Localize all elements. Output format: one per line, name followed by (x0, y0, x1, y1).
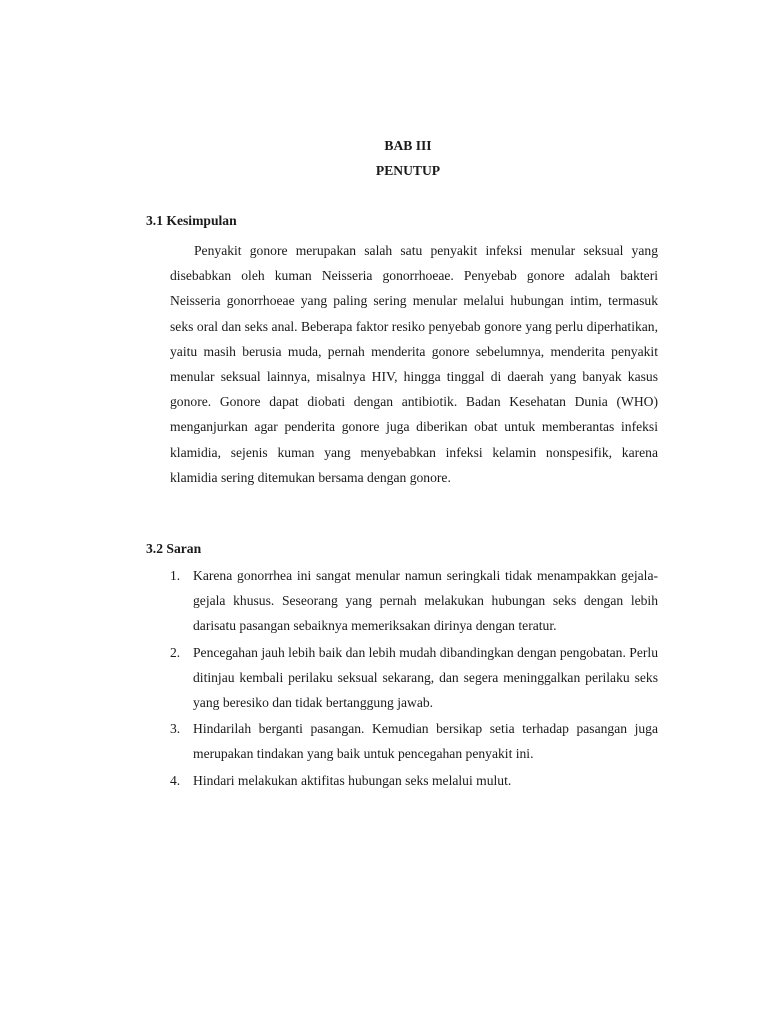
list-item-text: Hindarilah berganti pasangan. Kemudian bersikap setia terhadap pasangan juga merupakan tindakan yang baik untuk pencegahan penyakit ini. (193, 721, 658, 762)
section-heading-saran: 3.2 Saran (146, 541, 202, 556)
saran-list-item (170, 640, 658, 716)
list-item-text: Pencegahan jauh lebih baik dan lebih mudah dibandingkan dengan pengobatan. Perlu ditinjau kembali perilaku seksual sekarang, dan segera meninggalkan perilaku seks yang beresiko dan tidak bertanggung jawab. (193, 644, 658, 711)
list-item-text: Hindari melakukan aktifitas hubungan seks melalui mulut. (193, 772, 512, 788)
chapter-number: BAB III (384, 138, 432, 153)
section-heading-kesimpulan: 3.1 Kesimpulan (146, 213, 237, 228)
saran-list-item (170, 716, 658, 766)
saran-list (170, 563, 658, 794)
list-item-number: 3. (170, 721, 181, 737)
saran-list-item (170, 563, 658, 639)
list-item-number: 2. (170, 644, 181, 660)
chapter-title: PENUTUP (375, 163, 441, 178)
list-item-number: 4. (170, 772, 181, 788)
saran-list-item (170, 768, 658, 793)
kesimpulan-paragraph: Penyakit gonore merupakan salah satu penyakit infeksi menular seksual yang disebabkan oleh kuman Neisseria gonorrhoeae. Penyebab gonore adalah bakteri Neisseria gonorrhoeae yang paling sering menular melalui hubungan intim, termasuk seks oral dan seks anal. Beberapa faktor resiko penyebab gonore yang perlu diperhatikan, yaitu masih berusia muda, pernah menderita gonore sebelumnya, menderita penyakit menular seksual lainnya, misalnya HIV, hingga tinggal di daerah yang banyak kasus gonore. Gonore dapat diobati dengan antibiotik. Badan Kesehatan Dunia (WHO) menganjurkan agar penderita gonore juga diberikan obat untuk memberantas infeksi klamidia, sejenis kuman yang menyebabkan infeksi kelamin nonspesifik, karena klamidia sering ditemukan bersama dengan gonore. (170, 243, 658, 485)
list-item-number: 1. (170, 568, 181, 583)
list-item-text: Karena gonorrhea ini sangat menular namun seringkali tidak menampakkan gejala-gejala khusus. Seseorang yang pernah melakukan hubungan seks dengan lebih darisatu pasangan sebaiknya memeriksakan dirinya dengan teratur. (193, 568, 658, 634)
